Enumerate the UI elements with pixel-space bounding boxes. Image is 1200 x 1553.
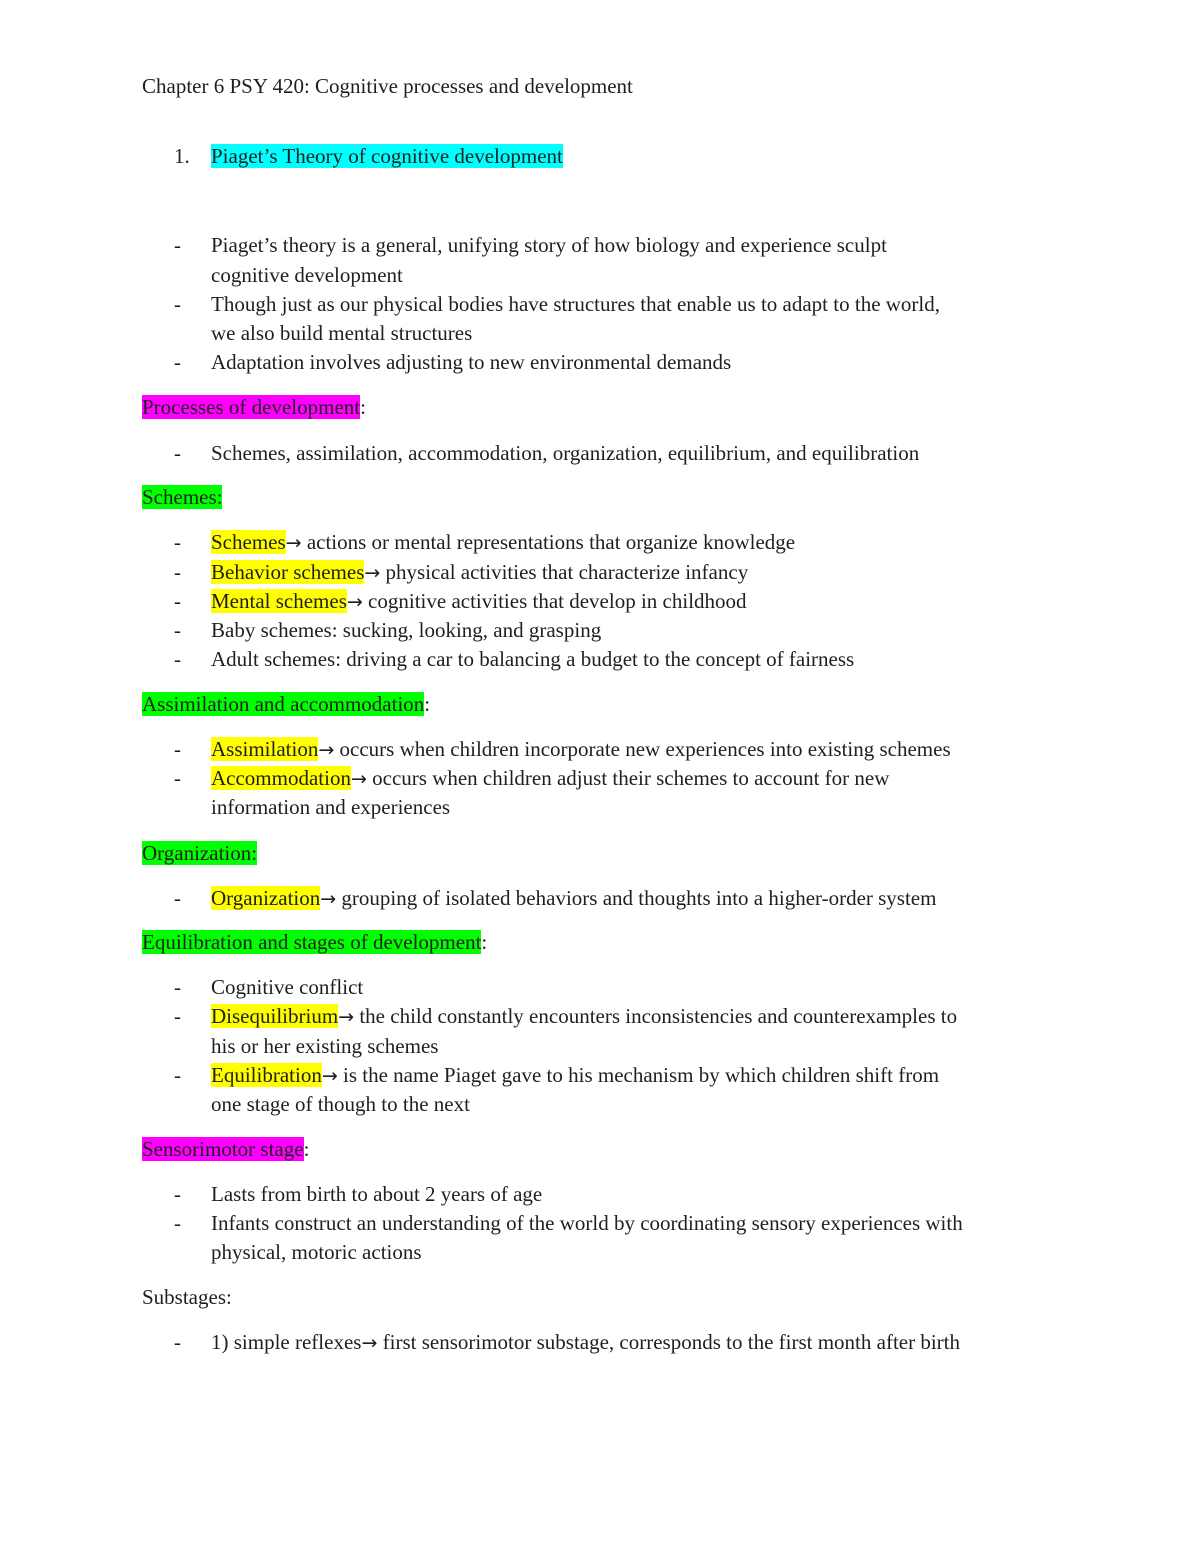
arrow-icon: →	[321, 1065, 338, 1087]
bullet-dash: -	[174, 618, 181, 642]
bullet-text: Baby schemes: sucking, looking, and grasping	[211, 618, 602, 642]
arrow-icon: →	[361, 1332, 378, 1354]
bullet-dash: -	[174, 766, 181, 790]
term-highlight: Assimilation	[211, 737, 319, 761]
list-number: 1.	[174, 144, 190, 168]
list-item	[0, 438, 1200, 468]
arrow-icon: →	[285, 532, 302, 554]
list-item	[0, 734, 1200, 764]
term-highlight: Schemes	[211, 530, 286, 554]
bullet-text: Adult schemes: driving a car to balancing a budget to the concept of fairness	[211, 647, 855, 671]
arrow-icon: →	[338, 1006, 355, 1028]
bullet-dash: -	[174, 975, 181, 999]
term-definition: physical activities that characterize infancy	[380, 560, 749, 584]
list-item	[0, 527, 1200, 557]
list-item	[0, 763, 1200, 793]
term-definition: actions or mental representations that organize knowledge	[301, 530, 796, 554]
term-definition: is the name Piaget gave to his mechanism by which children shift from	[337, 1063, 940, 1087]
list-item-continuation	[0, 1237, 1200, 1267]
list-item	[0, 347, 1200, 377]
term-highlight: Mental schemes	[211, 589, 347, 613]
list-item	[0, 644, 1200, 674]
bullet-dash: -	[174, 737, 181, 761]
list-item	[0, 972, 1200, 1002]
bullet-dash: -	[174, 441, 181, 465]
bullet-text: Though just as our physical bodies have structures that enable us to adapt to the world,	[211, 292, 941, 316]
term-definition: first sensorimotor substage, corresponds to the first month after birth	[377, 1330, 961, 1354]
section-heading-schemes: Schemes:	[142, 485, 223, 509]
term-definition: cognitive activities that develop in childhood	[362, 589, 747, 613]
term-plain: 1) simple reflexes	[211, 1330, 362, 1354]
list-item	[0, 289, 1200, 319]
term-highlight: Equilibration	[211, 1063, 322, 1087]
list-item	[0, 1208, 1200, 1238]
list-item-continuation	[0, 792, 1200, 822]
bullet-text: Adaptation involves adjusting to new environmental demands	[211, 350, 732, 374]
bullet-text: Lasts from birth to about 2 years of age	[211, 1182, 543, 1206]
section-heading-processes: Processes of development:	[142, 395, 366, 419]
term-highlight: Behavior schemes	[211, 560, 365, 584]
list-item-continuation	[0, 1089, 1200, 1119]
arrow-icon: →	[318, 739, 335, 761]
term-definition: occurs when children adjust their schemes to account for new	[366, 766, 890, 790]
bullet-text: information and experiences	[211, 795, 451, 819]
section-heading-assimilation: Assimilation and accommodation:	[142, 692, 431, 716]
numbered-heading	[0, 141, 1200, 171]
section-heading-organization: Organization:	[142, 841, 258, 865]
section-heading-equilibration: Equilibration and stages of development:	[142, 930, 488, 954]
term-definition: the child constantly encounters inconsistencies and counterexamples to	[354, 1004, 958, 1028]
list-item-continuation	[0, 318, 1200, 348]
term-definition: grouping of isolated behaviors and thoughts into a higher-order system	[336, 886, 937, 910]
bullet-dash: -	[174, 1182, 181, 1206]
list-item	[0, 883, 1200, 913]
section-heading-substages: Substages:	[142, 1285, 232, 1309]
bullet-text: his or her existing schemes	[211, 1034, 439, 1058]
list-item	[0, 586, 1200, 616]
arrow-icon: →	[364, 562, 381, 584]
bullet-text: Infants construct an understanding of the world by coordinating sensory experiences with	[211, 1211, 963, 1235]
list-item	[0, 230, 1200, 260]
bullet-dash: -	[174, 1330, 181, 1354]
bullet-text: we also build mental structures	[211, 321, 473, 345]
term-highlight: Organization	[211, 886, 321, 910]
bullet-dash: -	[174, 1211, 181, 1235]
bullet-dash: -	[174, 886, 181, 910]
bullet-dash: -	[174, 1063, 181, 1087]
heading-piaget-theory: Piaget’s Theory of cognitive development	[211, 144, 563, 168]
document-title: Chapter 6 PSY 420: Cognitive processes and development	[142, 74, 633, 98]
bullet-text: Schemes, assimilation, accommodation, organization, equilibrium, and equilibration	[211, 441, 920, 465]
term-highlight: Accommodation	[211, 766, 351, 790]
term-definition: occurs when children incorporate new experiences into existing schemes	[334, 737, 951, 761]
list-item	[0, 1179, 1200, 1209]
list-item	[0, 1001, 1200, 1031]
bullet-dash: -	[174, 350, 181, 374]
bullet-text: Piaget’s theory is a general, unifying story of how biology and experience sculpt	[211, 233, 887, 257]
arrow-icon: →	[350, 768, 367, 790]
bullet-text: cognitive development	[211, 263, 403, 287]
arrow-icon: →	[320, 888, 337, 910]
bullet-text: one stage of though to the next	[211, 1092, 470, 1116]
bullet-dash: -	[174, 530, 181, 554]
bullet-text: physical, motoric actions	[211, 1240, 422, 1264]
list-item-continuation	[0, 260, 1200, 290]
bullet-dash: -	[174, 292, 181, 316]
bullet-dash: -	[174, 233, 181, 257]
bullet-dash: -	[174, 589, 181, 613]
list-item	[0, 615, 1200, 645]
list-item-continuation	[0, 1031, 1200, 1061]
bullet-text: Cognitive conflict	[211, 975, 364, 999]
bullet-dash: -	[174, 560, 181, 584]
arrow-icon: →	[346, 591, 363, 613]
list-item	[0, 1327, 1200, 1357]
list-item	[0, 1060, 1200, 1090]
term-highlight: Disequilibrium	[211, 1004, 339, 1028]
list-item	[0, 557, 1200, 587]
bullet-dash: -	[174, 1004, 181, 1028]
section-heading-sensorimotor: Sensorimotor stage:	[142, 1137, 310, 1161]
bullet-dash: -	[174, 647, 181, 671]
